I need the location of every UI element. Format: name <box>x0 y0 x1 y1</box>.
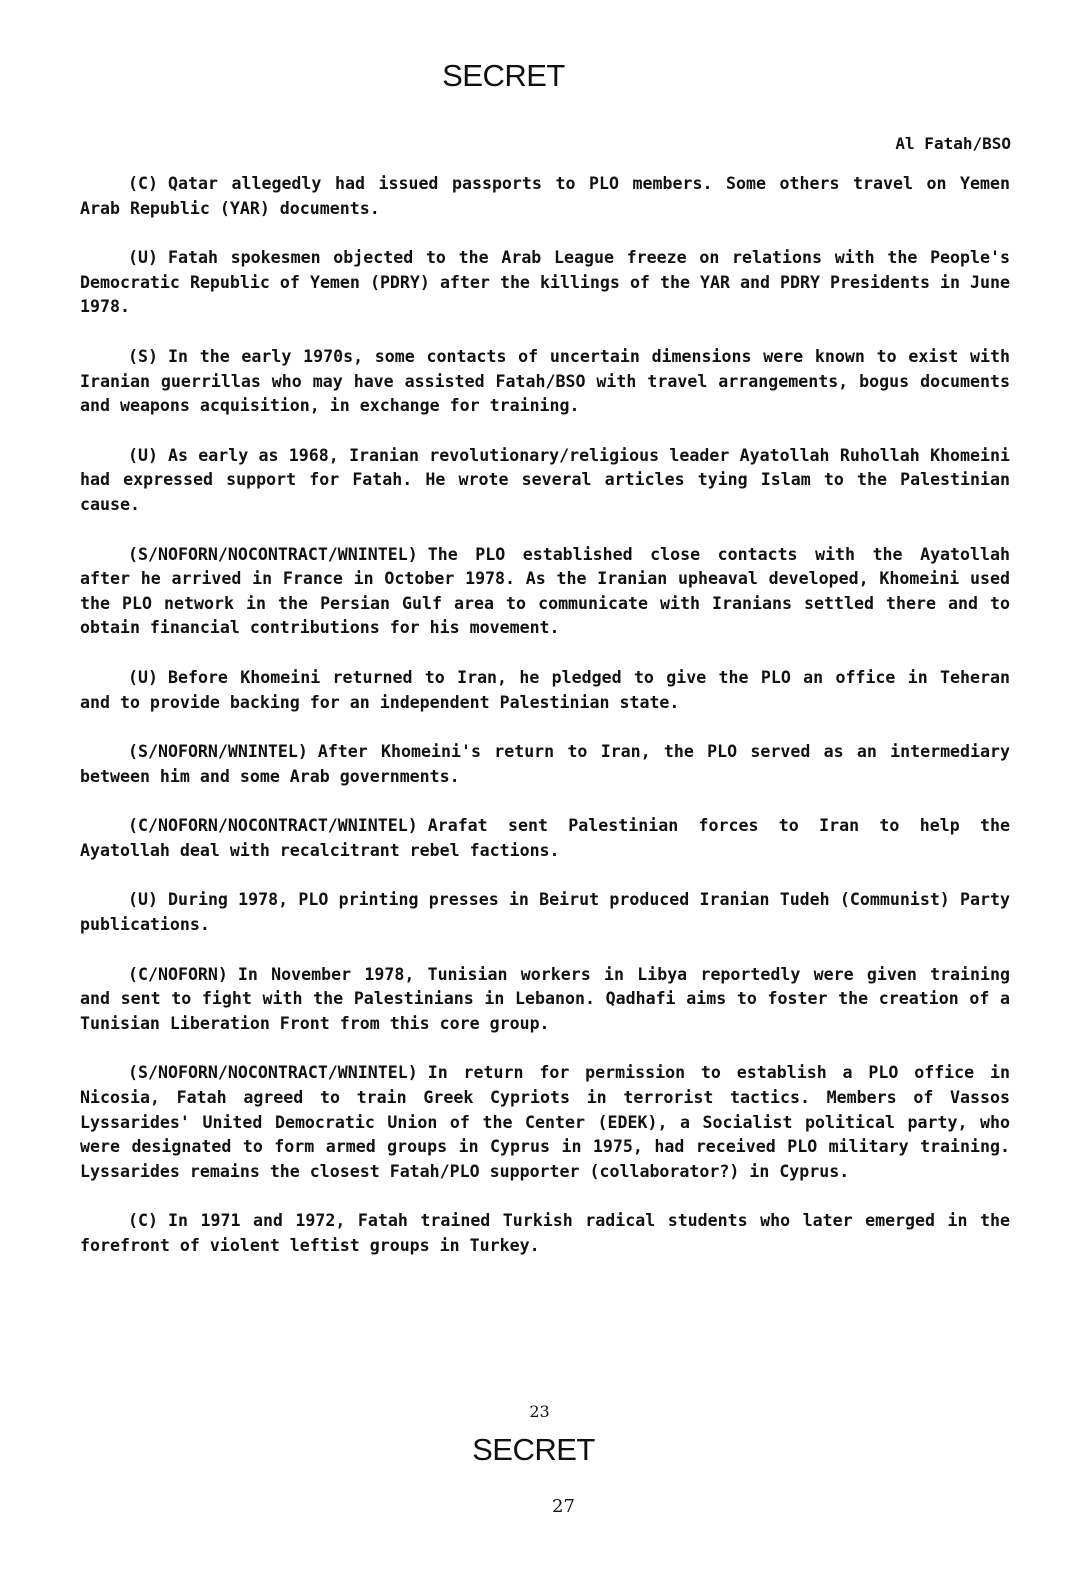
paragraph-text: During 1978, PLO printing presses in Beirut produced Iranian Tudeh (Communist) Party publications. <box>80 890 1010 935</box>
paragraph <box>80 666 1010 715</box>
paragraph <box>80 444 1010 518</box>
paragraph-text: As early as 1968, Iranian revolutionary/religious leader Ayatollah Ruhollah Khomeini had expressed support for Fatah. He wrote several articles tying Islam to the Palestinian cause. <box>80 445 1010 514</box>
paragraph-text: Qatar allegedly had issued passports to PLO members. Some others travel on Yemen Arab Republic (YAR) documents. <box>80 174 1010 218</box>
paragraph-text: Fatah spokesmen objected to the Arab League freeze on relations with the People's Democratic Republic of Yemen (PDRY) after the killings of the YAR and PDRY Presidents in June 1978. <box>80 248 1010 317</box>
classification-marking: (U) <box>128 890 158 910</box>
classification-marking: (C/NOFORN) <box>128 964 228 984</box>
paragraph-text: In the early 1970s, some contacts of uncertain dimensions were known to exist with Iranian guerrillas who may have assisted Fatah/BSO with travel arrangements, bogus documents and weapons acquisition, in exchange for training. <box>80 346 1010 416</box>
paragraph <box>80 345 1010 419</box>
classification-marking: (S/NOFORN/WNINTEL) <box>128 742 308 762</box>
classification-marking: (S) <box>128 346 158 366</box>
page-number-outer: 27 <box>552 1496 575 1517</box>
document-reference: Al Fatah/BSO <box>895 134 1011 153</box>
classification-marking: (S/NOFORN/NOCONTRACT/WNINTEL) <box>128 544 418 564</box>
paragraph-text: Before Khomeini returned to Iran, he pledged to give the PLO an office in Teheran and to provide backing for an independent Palestinian state. <box>80 667 1010 712</box>
classification-header: SECRET <box>442 58 565 93</box>
paragraph <box>80 963 1010 1037</box>
paragraph-text: In return for permission to establish a PLO office in Nicosia, Fatah agreed to train Greek Cypriots in terrorist tactics. Members of Vassos Lyssarides' United Democratic Union of the Center (EDEK), a Socialist political party, who were designated to form armed groups in Cyprus in 1975, had received PLO military training. Lyssarides remains the closest Fatah/PLO supporter (collaborator?) in Cyprus. <box>80 1063 1010 1181</box>
paragraph-text: The PLO established close contacts with the Ayatollah after he arrived in France in October 1978. As the Iranian upheaval developed, Khomeini used the PLO network in the Persian Gulf area to communicate with Iranians settled there and to obtain financial contributions for his movement. <box>80 544 1010 638</box>
classification-marking: (U) <box>128 445 158 465</box>
paragraph-text: In November 1978, Tunisian workers in Libya reportedly were given training and sent to fight with the Palestinians in Lebanon. Qadhafi aims to foster the creation of a Tunisian Liberation Front from this core group. <box>80 964 1010 1033</box>
classification-marking: (U) <box>128 667 158 687</box>
paragraph <box>80 246 1010 320</box>
paragraph <box>80 814 1010 863</box>
paragraph <box>80 740 1010 789</box>
classification-marking: (C) <box>128 174 158 193</box>
paragraph <box>80 543 1010 641</box>
classification-marking: (S/NOFORN/NOCONTRACT/WNINTEL) <box>128 1063 418 1083</box>
document-body <box>80 172 1010 1284</box>
paragraph <box>80 1209 1010 1258</box>
paragraph-text: After Khomeini's return to Iran, the PLO served as an intermediary between him and some Arab governments. <box>80 742 1010 786</box>
paragraph <box>80 172 1010 221</box>
classification-marking: (U) <box>128 248 158 268</box>
paragraph <box>80 888 1010 937</box>
classification-marking: (C) <box>128 1211 158 1231</box>
classification-marking: (C/NOFORN/NOCONTRACT/WNINTEL) <box>128 816 418 836</box>
paragraph <box>80 1061 1010 1184</box>
page-number-inner: 23 <box>529 1402 550 1421</box>
classification-footer: SECRET <box>472 1432 595 1467</box>
paragraph-text: In 1971 and 1972, Fatah trained Turkish radical students who later emerged in the forefront of violent leftist groups in Turkey. <box>80 1211 1010 1255</box>
paragraph-text: Arafat sent Palestinian forces to Iran to help the Ayatollah deal with recalcitrant rebel factions. <box>80 816 1010 860</box>
